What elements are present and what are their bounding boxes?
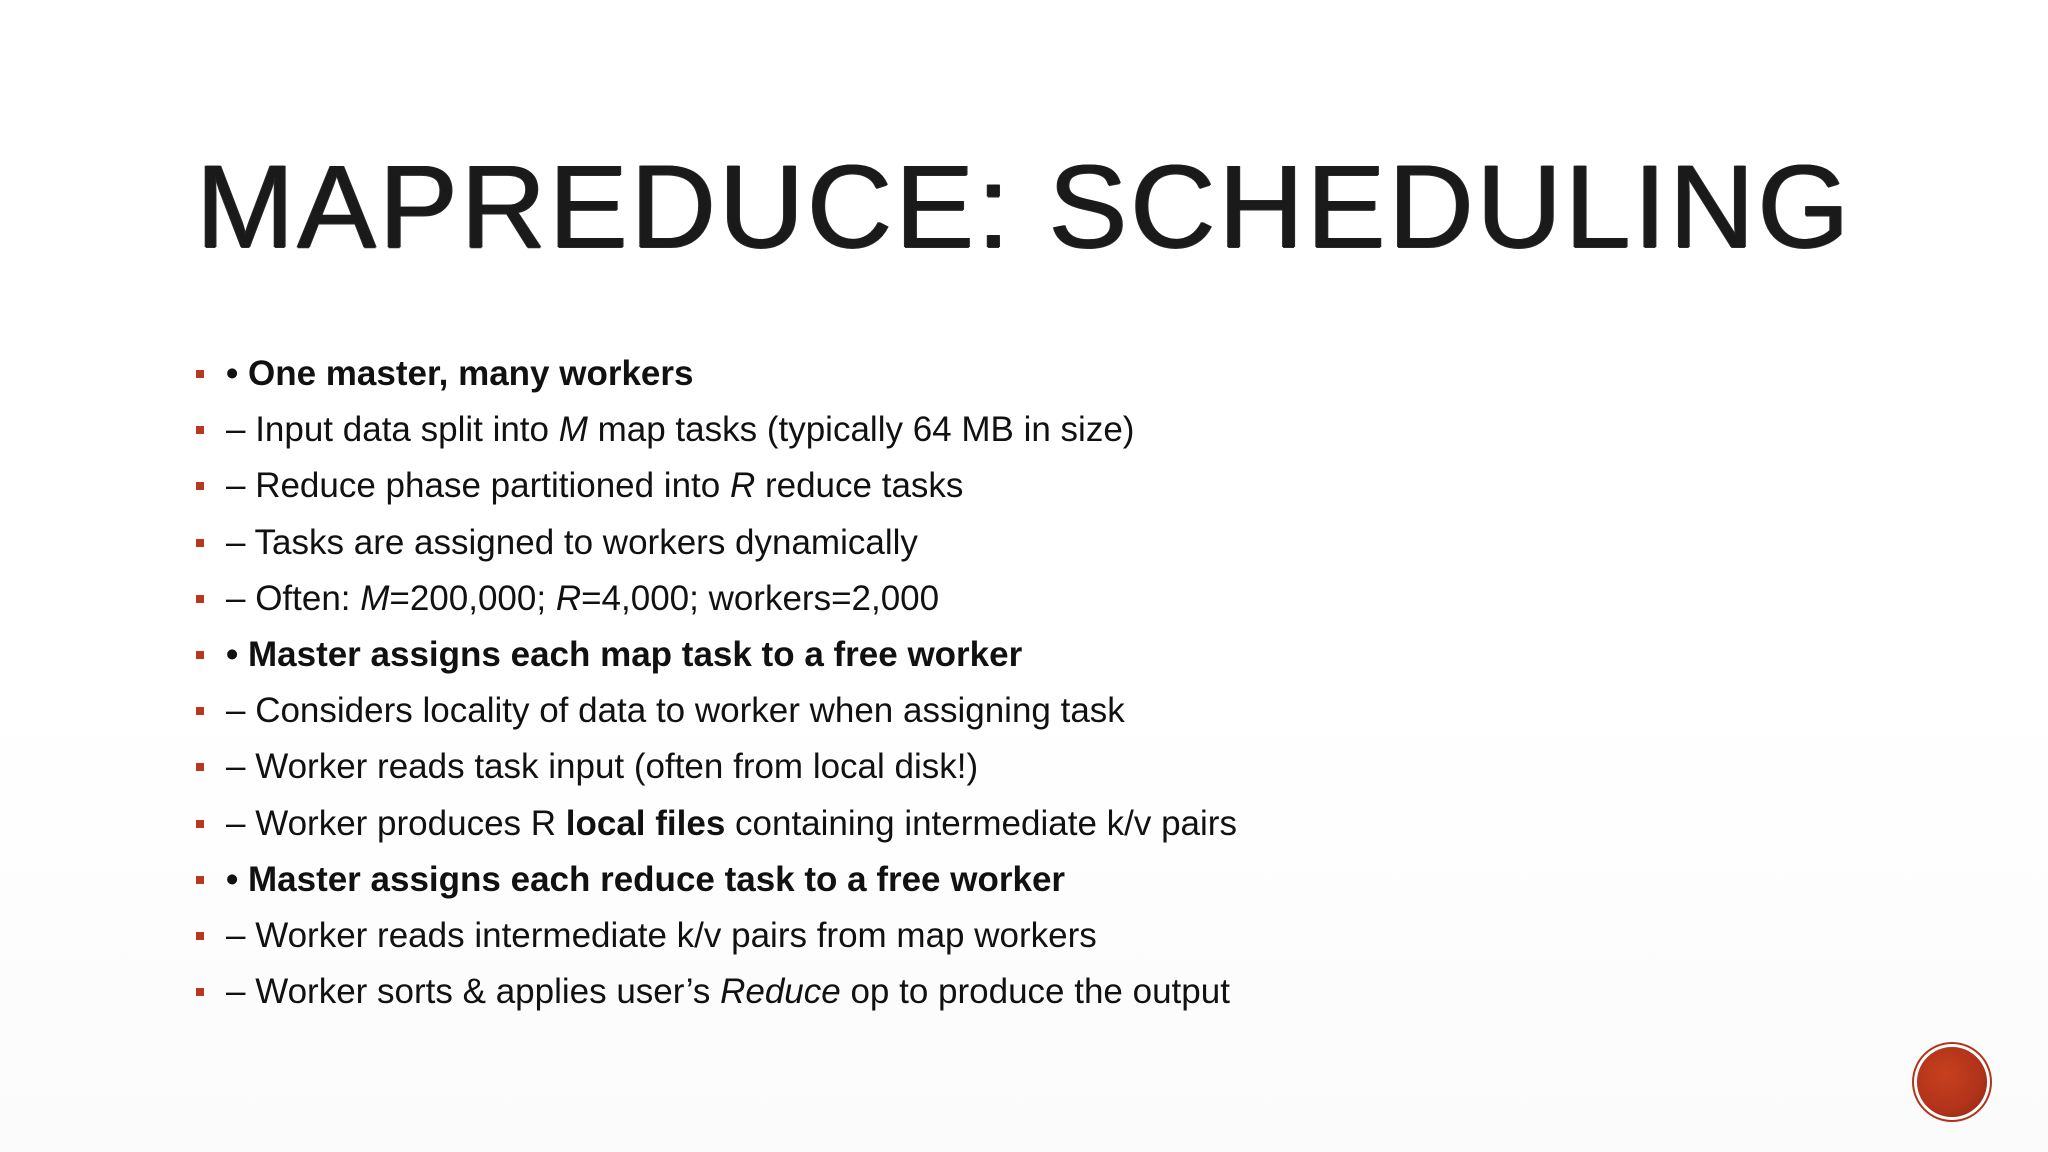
bullet-text-segment: – Often: [226,578,361,618]
bullet-text-segment: M [360,578,390,618]
bullet-text-segment: =200,000; [389,578,556,618]
bullet-text-segment: – Reduce phase partitioned into [226,466,730,506]
bullet-text-segment: – Worker reads intermediate k/v pairs from map workers [226,915,1097,955]
bullet-text-segment: – Worker produces R [226,803,566,843]
bullet-item [196,402,1237,458]
bullet-item [196,346,1237,402]
bullet-square-icon [196,876,204,884]
bullet-square-icon [196,539,204,547]
bullet-item [196,908,1237,964]
slide-badge[interactable] [1917,1047,1987,1117]
bullet-text-segment: • Master assigns each map task to a free worker [226,634,1023,674]
bullet-item [196,852,1237,908]
bullet-text-segment: • Master assigns each reduce task to a free worker [226,859,1066,899]
bullet-text-segment: – Worker sorts & applies user’s [226,972,721,1012]
bullet-square-icon [196,651,204,659]
bullet-square-icon [196,370,204,378]
bullet-text-segment: reduce tasks [755,466,964,506]
bullet-square-icon [196,763,204,771]
bullet-list [196,346,1237,1020]
bullet-text-segment: – Tasks are assigned to workers dynamically [226,522,918,562]
bullet-text-segment: • One master, many workers [226,354,694,393]
bullet-square-icon [196,482,204,490]
bullet-text-segment: R [555,578,582,618]
bullet-item [196,571,1237,627]
bullet-text-segment: =4,000; workers=2,000 [581,578,940,618]
bullet-text-segment: containing intermediate k/v pairs [725,803,1237,843]
bullet-item [196,627,1237,683]
bullet-text-segment: local files [565,803,726,843]
bullet-square-icon [196,932,204,940]
bullet-square-icon [196,707,204,715]
bullet-square-icon [196,426,204,434]
bullet-text-segment: – Worker reads task input (often from local disk!) [226,747,979,787]
bullet-text-segment: Reduce [720,972,841,1012]
slide-title: MAPREDUCE: SCHEDULING [196,141,1853,273]
bullet-text-segment: M [558,410,588,450]
bullet-square-icon [196,820,204,828]
bullet-text-segment: op to produce the output [840,972,1230,1012]
bullet-text-segment: map tasks (typically 64 MB in size) [587,410,1135,450]
bullet-item [196,739,1237,795]
bullet-text-segment: – Considers locality of data to worker when assigning task [226,691,1125,731]
bullet-text-segment: – Input data split into [226,410,559,450]
bullet-text-segment: R [729,466,756,506]
bullet-item [196,796,1237,852]
bullet-square-icon [196,988,204,996]
bullet-square-icon [196,595,204,603]
bullet-item [196,515,1237,571]
bullet-item [196,964,1237,1020]
bullet-item [196,458,1237,514]
bullet-item [196,683,1237,739]
